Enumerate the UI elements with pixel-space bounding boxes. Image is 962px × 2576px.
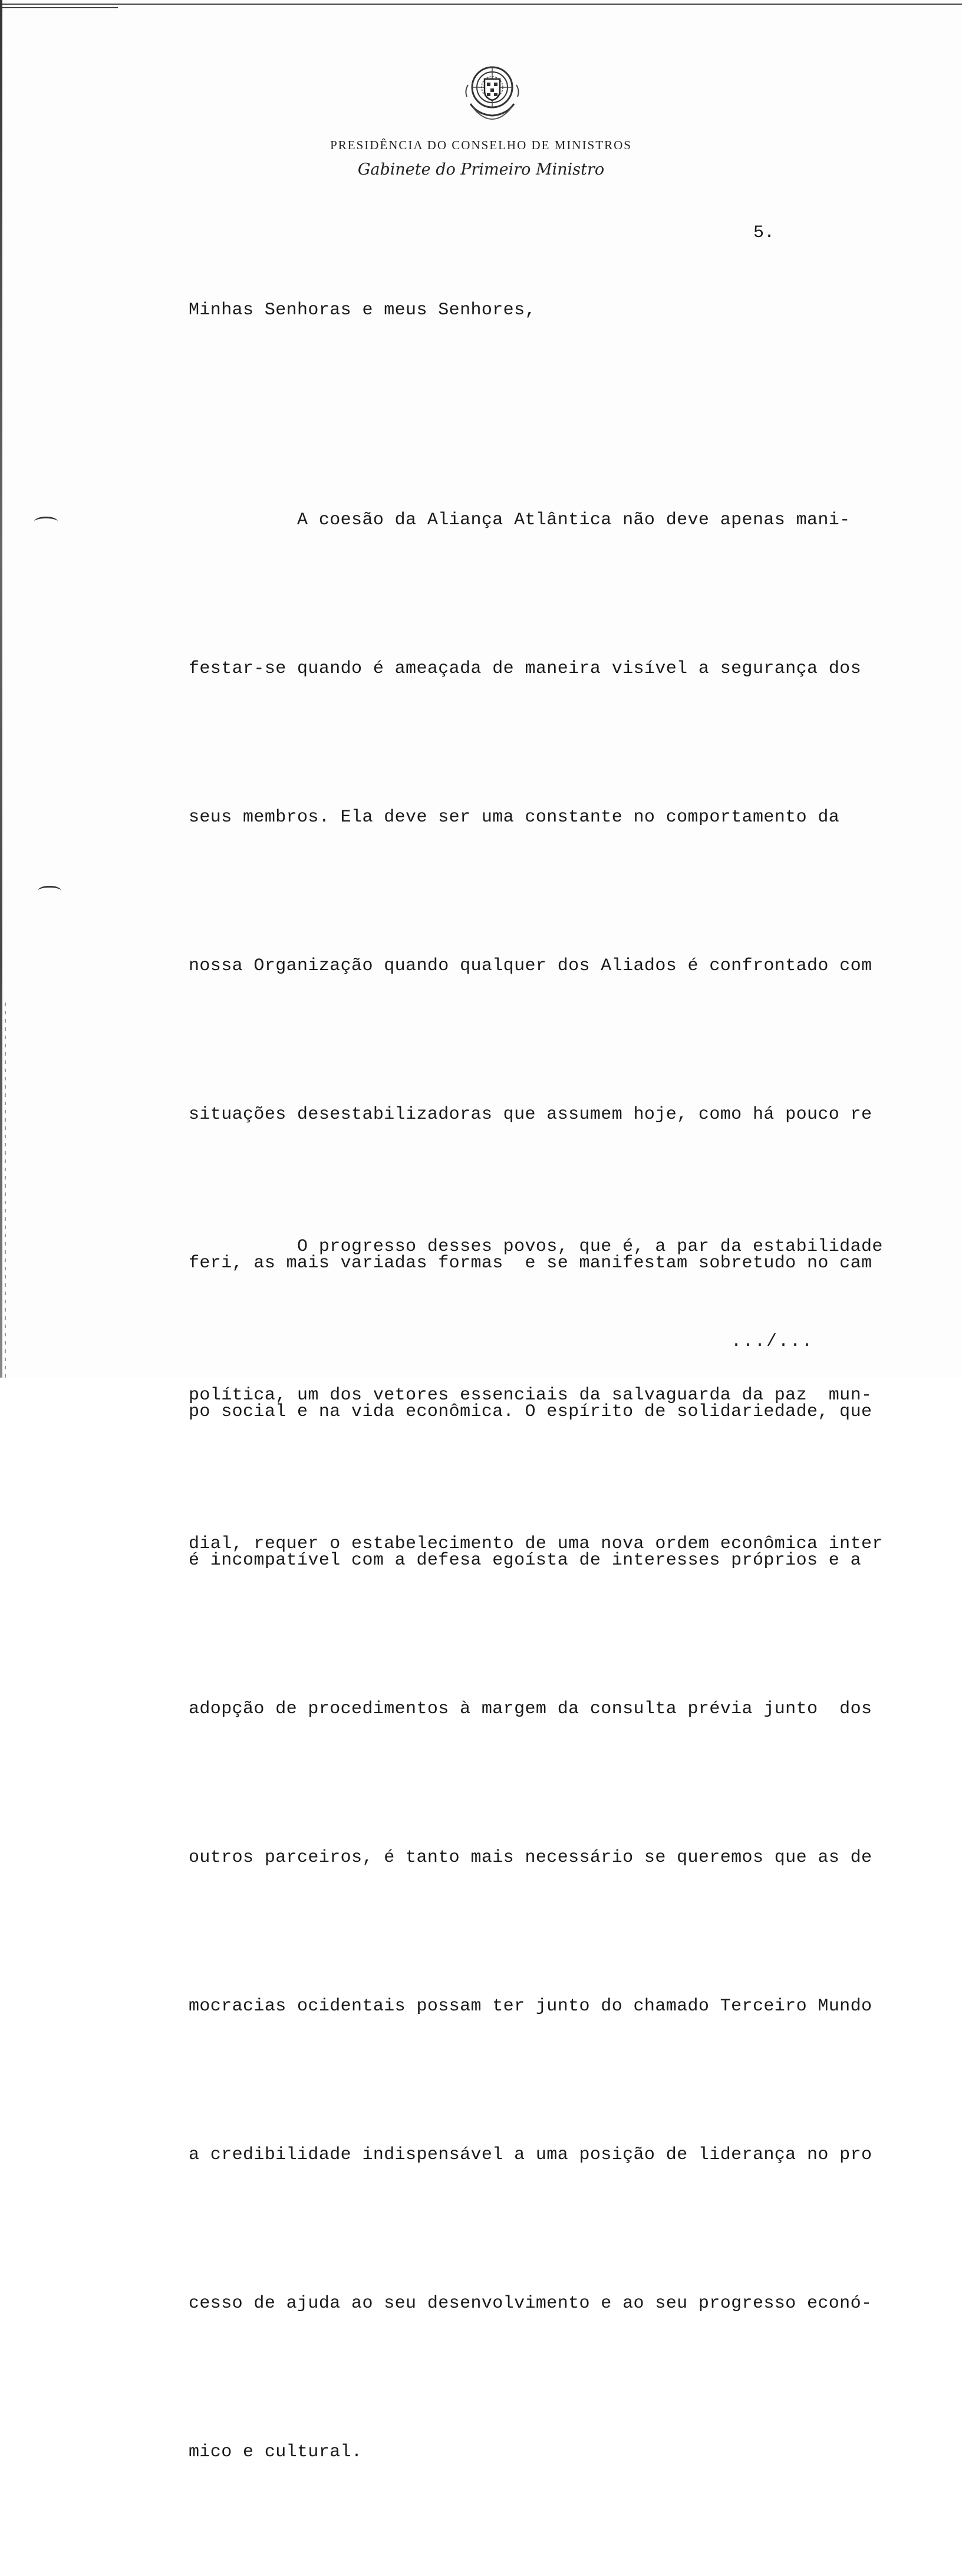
text-line: feri, as mais variadas formas e se manifestam sobretudo no cam — [189, 1253, 872, 1273]
text-line: A coesão da Aliança Atlântica não deve apenas mani- — [189, 510, 851, 530]
text-line: seus membros. Ela deve ser uma constante no comportamento da — [189, 807, 840, 827]
text-line: é incompatível com a defesa egoísta de interesses próprios e a — [189, 1550, 861, 1570]
punch-hole-mark — [38, 886, 61, 896]
text-line: festar-se quando é ameaçada de maneira visível a segurança dos — [189, 659, 861, 679]
text-line: dial, requer o estabelecimento de uma nova ordem econômica inter — [189, 1534, 883, 1554]
page-number: 5. — [753, 223, 775, 243]
text-line: po social e na vida econômica. O espírito de solidariedade, que — [189, 1402, 872, 1422]
text-line: adopção de procedimentos à margem da consulta prévia junto dos — [189, 1699, 872, 1719]
scan-left-edge-dashes — [5, 1003, 6, 1378]
punch-hole-mark — [34, 517, 58, 527]
scan-top-rule-short — [0, 7, 118, 8]
scan-left-edge — [0, 0, 2, 1378]
text-line: política, um dos vetores essenciais da salvaguarda da paz mun- — [189, 1385, 872, 1405]
institution-name: PRESIDÊNCIA DO CONSELHO DE MINISTROS — [330, 138, 632, 152]
portuguese-coat-of-arms-icon — [460, 58, 525, 123]
salutation: Minhas Senhoras e meus Senhores, — [189, 300, 536, 320]
paragraph-2 — [189, 1123, 883, 1668]
text-line: cesso de ajuda ao seu desenvolvimento e ao seu progresso econó- — [189, 2294, 872, 2314]
continuation-mark: .../... — [731, 1332, 814, 1352]
text-line: O progresso desses povos, que é, a par da estabilidade — [189, 1237, 883, 1257]
text-line: mocracias ocidentais possam ter junto do chamado Terceiro Mundo — [189, 1996, 872, 2016]
text-line: nossa Organização quando qualquer dos Aliados é confrontado com — [189, 956, 872, 976]
text-line: a credibilidade indispensável a uma posição de liderança no pro — [189, 2145, 872, 2165]
scan-top-rule — [0, 4, 962, 5]
text-line: situações desestabilizadoras que assumem hoje, como há pouco re — [189, 1105, 872, 1125]
office-name: Gabinete do Primeiro Ministro — [357, 160, 605, 179]
text-line: outros parceiros, é tanto mais necessário se queremos que as de — [189, 1848, 872, 1868]
text-line: mico e cultural. — [189, 2442, 363, 2462]
